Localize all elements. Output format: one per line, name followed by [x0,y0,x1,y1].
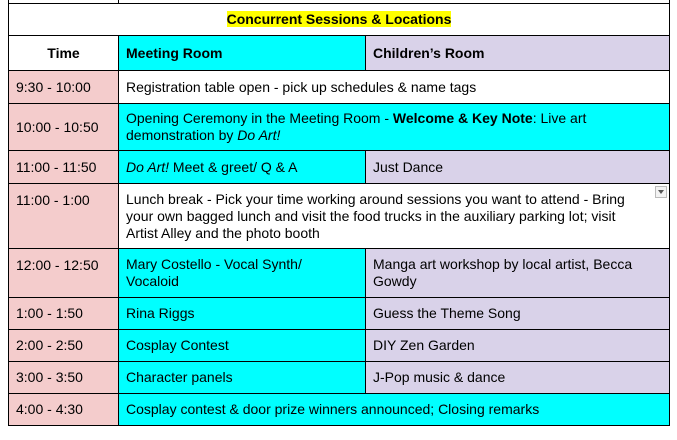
header-row [9,36,670,71]
table-row [9,330,670,362]
table-row [9,394,670,426]
session-cell[interactable]: Registration table open - pick up schedules & name tags [119,71,670,104]
time-cell[interactable]: 9:30 - 10:00 [9,71,119,104]
time-cell[interactable]: 10:00 - 10:50 [9,104,119,151]
time-cell[interactable]: 11:00 - 11:50 [9,151,119,184]
session-text: Opening Ceremony in the Meeting Room - [126,110,393,126]
session-text: : Live art demonstration by [126,110,587,143]
session-bold-text: Welcome & Key Note [392,110,533,126]
table-row [9,104,670,151]
table-row [9,249,670,298]
childrens-room-cell[interactable]: J-Pop music & dance [366,362,670,394]
table-row [9,151,670,184]
table-row [9,71,670,104]
time-cell[interactable]: 1:00 - 1:50 [9,298,119,330]
title-cell[interactable] [9,4,670,36]
meeting-room-cell[interactable]: Cosplay Contest [119,330,366,362]
page-title: Concurrent Sessions & Locations [226,11,452,27]
time-cell[interactable]: 12:00 - 12:50 [9,249,119,298]
time-cell[interactable]: 3:00 - 3:50 [9,362,119,394]
time-cell[interactable]: 2:00 - 2:50 [9,330,119,362]
table-row [9,184,670,249]
time-cell[interactable]: 4:00 - 4:30 [9,394,119,426]
header-time[interactable]: Time [9,36,119,71]
session-cell[interactable] [119,184,670,249]
session-cell[interactable]: Cosplay contest & door prize winners announced; Closing remarks [119,394,670,426]
meeting-room-cell[interactable]: Mary Costello - Vocal Synth/ Vocaloid [119,249,366,298]
childrens-room-cell[interactable]: Guess the Theme Song [366,298,670,330]
table-row [9,362,670,394]
session-italic-text: Do Art! [237,127,281,143]
title-row [9,4,670,36]
schedule-table [8,0,670,426]
meeting-room-cell[interactable]: Rina Riggs [119,298,366,330]
header-childrens-room[interactable]: Children’s Room [366,36,670,71]
session-text: Lunch break - Pick your time working around sessions you want to attend - Bring your own bagged lunch and visit the food trucks in the auxiliary parking lot; visit Artist Alley and the photo booth [126,190,625,241]
session-text: Meet & greet/ Q & A [169,158,298,175]
meeting-room-cell[interactable]: Character panels [119,362,366,394]
session-cell[interactable] [119,104,670,151]
header-meeting-room[interactable]: Meeting Room [119,36,366,71]
dropdown-arrow-icon[interactable] [655,186,667,198]
table-row [9,298,670,330]
meeting-room-cell[interactable] [119,151,366,184]
time-cell[interactable]: 11:00 - 1:00 [9,184,119,249]
session-italic-text: Do Art! [126,158,170,175]
childrens-room-cell[interactable]: DIY Zen Garden [366,330,670,362]
childrens-room-cell[interactable]: Just Dance [366,151,670,184]
childrens-room-cell[interactable]: Manga art workshop by local artist, Becca Gowdy [366,249,670,298]
